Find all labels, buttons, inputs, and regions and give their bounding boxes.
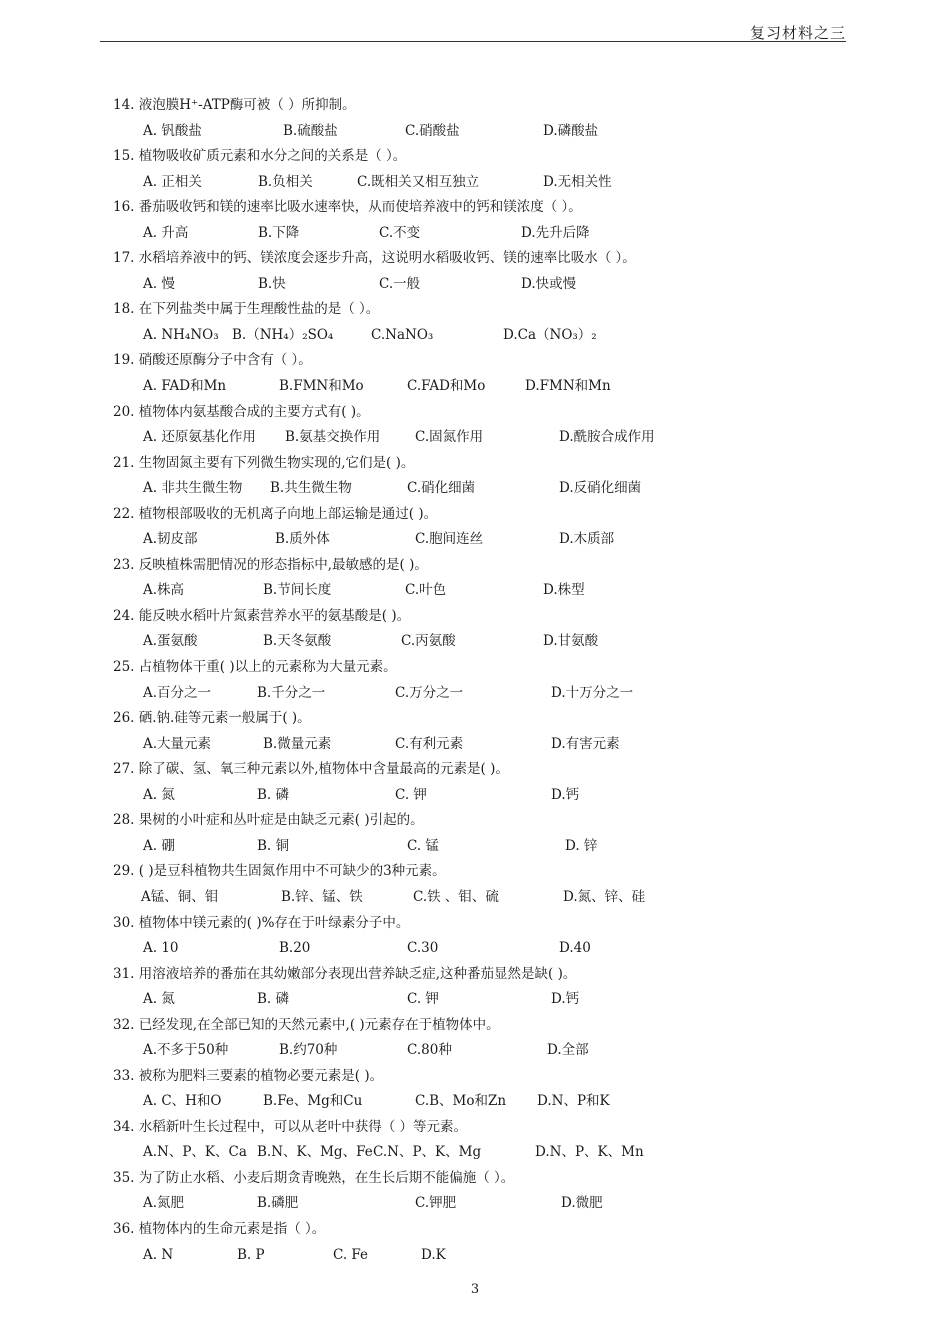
option-row: [143, 171, 823, 193]
option-a: A.百分之一: [143, 684, 212, 701]
option-a: A.不多于50种: [143, 1042, 229, 1059]
option-row: [143, 528, 823, 550]
option-c: C.铁 、钼、硫: [413, 888, 499, 905]
option-b: B. 磷: [257, 991, 290, 1008]
option-d: D.株型: [543, 582, 585, 599]
option-d: D.Ca（NO₃）₂: [503, 326, 597, 343]
option-row: [143, 426, 823, 448]
question-item: [113, 758, 873, 809]
option-row: [143, 222, 823, 244]
question-stem: 22. 植物根部吸收的无机离子向地上部运输是通过( )。: [113, 505, 438, 522]
option-c: C.万分之一: [395, 684, 464, 701]
option-row: [143, 1192, 823, 1214]
question-stem: 17. 水稻培养液中的钙、镁浓度会逐步升高，这说明水稻吸收钙、镁的速率比吸水（ ）。: [113, 250, 636, 267]
question-item: [113, 145, 873, 196]
option-c: C.NaNO₃: [371, 326, 434, 343]
question-item: [113, 1065, 873, 1116]
option-d: D.有害元素: [551, 735, 620, 752]
option-c: C.FAD和Mo: [407, 377, 486, 394]
option-b: B.快: [258, 275, 286, 292]
question-stem: 23. 反映植株需肥情况的形态指标中,最敏感的是( )。: [113, 556, 428, 573]
option-a: A.韧皮部: [143, 531, 198, 548]
option-d: D.磷酸盐: [543, 122, 599, 139]
option-a: A. 还原氨基化作用: [143, 429, 256, 446]
option-row: [143, 988, 823, 1010]
option-a: A. FAD和Mn: [143, 377, 227, 394]
option-a: A.株高: [143, 582, 185, 599]
page-header-title: 复习材料之三: [749, 24, 846, 42]
option-d: D.40: [559, 940, 591, 956]
option-d: D.N、P和K: [537, 1093, 610, 1110]
option-b: B. 铜: [257, 837, 290, 854]
option-b: B.质外体: [275, 531, 330, 548]
option-b: B.氨基交换作用: [285, 429, 381, 446]
option-d: D.先升后降: [521, 224, 590, 241]
question-item: [113, 1218, 873, 1269]
option-c: C.硝化细菌: [407, 480, 476, 497]
question-item: [113, 247, 873, 298]
option-c: C.80种: [407, 1042, 452, 1059]
option-row: [143, 1141, 823, 1163]
option-b: B.FMN和Mo: [279, 377, 364, 394]
option-c: C.胞间连丝: [415, 531, 484, 548]
option-d: D.酰胺合成作用: [559, 429, 655, 446]
question-stem: 18. 在下列盐类中属于生理酸性盐的是（ ）。: [113, 301, 380, 318]
option-row: [143, 733, 823, 755]
option-c: C.30: [407, 940, 439, 956]
option-a: A. 正相关: [143, 173, 202, 190]
option-c: C.叶色: [405, 582, 447, 599]
question-item: [113, 656, 873, 707]
option-b: B. 磷: [257, 786, 290, 803]
option-d: D.K: [421, 1246, 446, 1263]
question-item: [113, 912, 873, 963]
option-d: D.微肥: [561, 1195, 603, 1212]
question-stem: 27. 除了碳、氢、氧三种元素以外,植物体中含量最高的元素是( )。: [113, 761, 509, 778]
option-c: C.丙氨酸: [401, 633, 456, 650]
option-d: D.氮、锌、硅: [563, 888, 646, 905]
option-b: B.天冬氨酸: [263, 633, 332, 650]
option-c: C.一般: [379, 275, 421, 292]
option-c: C. Fe: [333, 1246, 369, 1263]
option-row: [143, 784, 823, 806]
option-d: D.无相关性: [543, 173, 612, 190]
option-row: [143, 273, 823, 295]
question-item: [113, 963, 873, 1014]
question-stem: 29. ( )是豆科植物共生固氮作用中不可缺少的3种元素。: [113, 863, 446, 880]
question-stem: 25. 占植物体干重( )以上的元素称为大量元素。: [113, 659, 397, 676]
option-d: D.甘氨酸: [543, 633, 599, 650]
option-row: [143, 1039, 823, 1061]
option-b: B.硫酸盐: [283, 122, 338, 139]
option-row: [143, 375, 823, 397]
option-row: [143, 682, 823, 704]
option-b: B.锌、锰、铁: [281, 888, 363, 905]
option-a: A. 钒酸盐: [143, 122, 202, 139]
option-a: A. 氮: [143, 786, 175, 803]
question-stem: 24. 能反映水稻叶片氮素营养水平的氨基酸是( )。: [113, 607, 411, 624]
question-item: [113, 401, 873, 452]
option-b: B.微量元素: [263, 735, 332, 752]
question-stem: 32. 已经发现,在全部已知的天然元素中,( )元素存在于植物体中。: [113, 1016, 500, 1033]
option-d: D.N、P、K、Mn: [535, 1144, 644, 1161]
option-row: [143, 886, 823, 908]
option-a: A. 10: [143, 940, 179, 956]
option-b: B. P: [237, 1246, 265, 1263]
option-b: B.下降: [258, 224, 300, 241]
question-stem: 19. 硝酸还原酶分子中含有（ ）。: [113, 352, 312, 369]
option-c: C.B、Mo和Zn: [415, 1093, 507, 1110]
question-stem: 30. 植物体中镁元素的( )%存在于叶绿素分子中。: [113, 914, 410, 931]
option-a: A.蛋氨酸: [143, 633, 198, 650]
option-b: B.千分之一: [257, 684, 326, 701]
option-b: B.负相关: [258, 173, 313, 190]
option-row: [143, 1090, 823, 1112]
option-d: D.全部: [547, 1042, 589, 1059]
option-b: B.约70种: [279, 1042, 338, 1059]
option-c: C. 锰: [407, 837, 439, 854]
option-c: C.既相关又相互独立: [357, 173, 480, 190]
question-item: [113, 349, 873, 400]
question-stem: 35. 为了防止水稻、小麦后期贪青晚熟，在生长后期不能偏施（ ）。: [113, 1169, 515, 1186]
option-row: [143, 579, 823, 601]
option-a: A. C、H和O: [143, 1093, 222, 1110]
option-row: [143, 937, 823, 959]
option-a: A.N、P、K、Ca: [143, 1144, 247, 1161]
option-c: C.N、P、K、Mg: [373, 1144, 482, 1161]
option-d: D.十万分之一: [551, 684, 634, 701]
option-a: A锰、铜、钼: [141, 888, 219, 905]
option-c: C.不变: [379, 224, 421, 241]
option-c: C.硝酸盐: [405, 122, 460, 139]
question-stem: 36. 植物体内的生命元素是指（ ）。: [113, 1221, 326, 1238]
question-item: [113, 452, 873, 503]
option-row: [143, 120, 823, 142]
question-stem: 15. 植物吸收矿质元素和水分之间的关系是（ ）。: [113, 148, 407, 165]
option-row: [143, 324, 823, 346]
header-rule: [100, 41, 846, 42]
question-stem: 21. 生物固氮主要有下列微生物实现的,它们是( )。: [113, 454, 415, 471]
option-d: D. 锌: [565, 837, 598, 854]
question-list: [113, 94, 873, 1269]
option-b: B.共生微生物: [270, 480, 352, 497]
option-c: C.固氮作用: [415, 429, 484, 446]
option-d: D.快或慢: [521, 275, 577, 292]
option-a: A.氮肥: [143, 1195, 185, 1212]
option-a: A. 升高: [143, 224, 189, 241]
option-a: A. 硼: [143, 837, 175, 854]
question-item: [113, 94, 873, 145]
option-b: B.（NH₄）₂SO₄: [232, 326, 334, 343]
question-item: [113, 196, 873, 247]
option-d: D.木质部: [559, 531, 615, 548]
option-d: D.钙: [551, 991, 580, 1008]
option-b: B.20: [279, 940, 311, 956]
option-row: [143, 1244, 823, 1266]
option-b: B.磷肥: [257, 1195, 299, 1212]
option-c: C.钾肥: [415, 1195, 457, 1212]
question-stem: 31. 用溶液培养的番茄在其幼嫩部分表现出营养缺乏症,这种番茄显然是缺( )。: [113, 965, 577, 982]
option-d: D.反硝化细菌: [559, 480, 642, 497]
option-a: A. 氮: [143, 991, 175, 1008]
option-c: C. 钾: [407, 991, 439, 1008]
question-stem: 28. 果树的小叶症和丛叶症是由缺乏元素( )引起的。: [113, 812, 424, 829]
question-stem: 16. 番茄吸收钙和镁的速率比吸水速率快，从而使培养液中的钙和镁浓度（ ）。: [113, 199, 582, 216]
option-b: B.节间长度: [263, 582, 332, 599]
question-stem: 20. 植物体内氨基酸合成的主要方式有( )。: [113, 403, 370, 420]
question-item: [113, 1167, 873, 1218]
question-item: [113, 860, 873, 911]
option-a: A.大量元素: [143, 735, 212, 752]
question-stem: 34. 水稻新叶生长过程中，可以从老叶中获得（ ）等元素。: [113, 1118, 468, 1135]
question-item: [113, 298, 873, 349]
question-item: [113, 707, 873, 758]
option-row: [143, 477, 823, 499]
question-item: [113, 503, 873, 554]
option-b: B.Fe、Mg和Cu: [263, 1093, 363, 1110]
question-stem: 26. 硒.钠.硅等元素一般属于( )。: [113, 710, 311, 727]
page-number: 3: [470, 1282, 480, 1297]
option-d: D.FMN和Mn: [525, 377, 611, 394]
question-item: [113, 1116, 873, 1167]
question-stem: 33. 被称为肥料三要素的植物必要元素是( )。: [113, 1067, 384, 1084]
option-d: D.钙: [551, 786, 580, 803]
question-item: [113, 1014, 873, 1065]
question-item: [113, 554, 873, 605]
option-a: A. 慢: [143, 275, 175, 292]
question-item: [113, 605, 873, 656]
option-row: [143, 630, 823, 652]
option-a: A. 非共生微生物: [143, 480, 243, 497]
option-b: B.N、K、Mg、Fe: [257, 1144, 373, 1161]
option-row: [143, 835, 823, 857]
question-stem: 14. 液泡膜H⁺-ATP酶可被（ ）所抑制。: [113, 97, 356, 113]
option-a: A. N: [143, 1246, 174, 1263]
option-a: A. NH₄NO₃: [143, 326, 219, 343]
option-c: C.有利元素: [395, 735, 464, 752]
question-item: [113, 809, 873, 860]
option-c: C. 钾: [395, 786, 427, 803]
